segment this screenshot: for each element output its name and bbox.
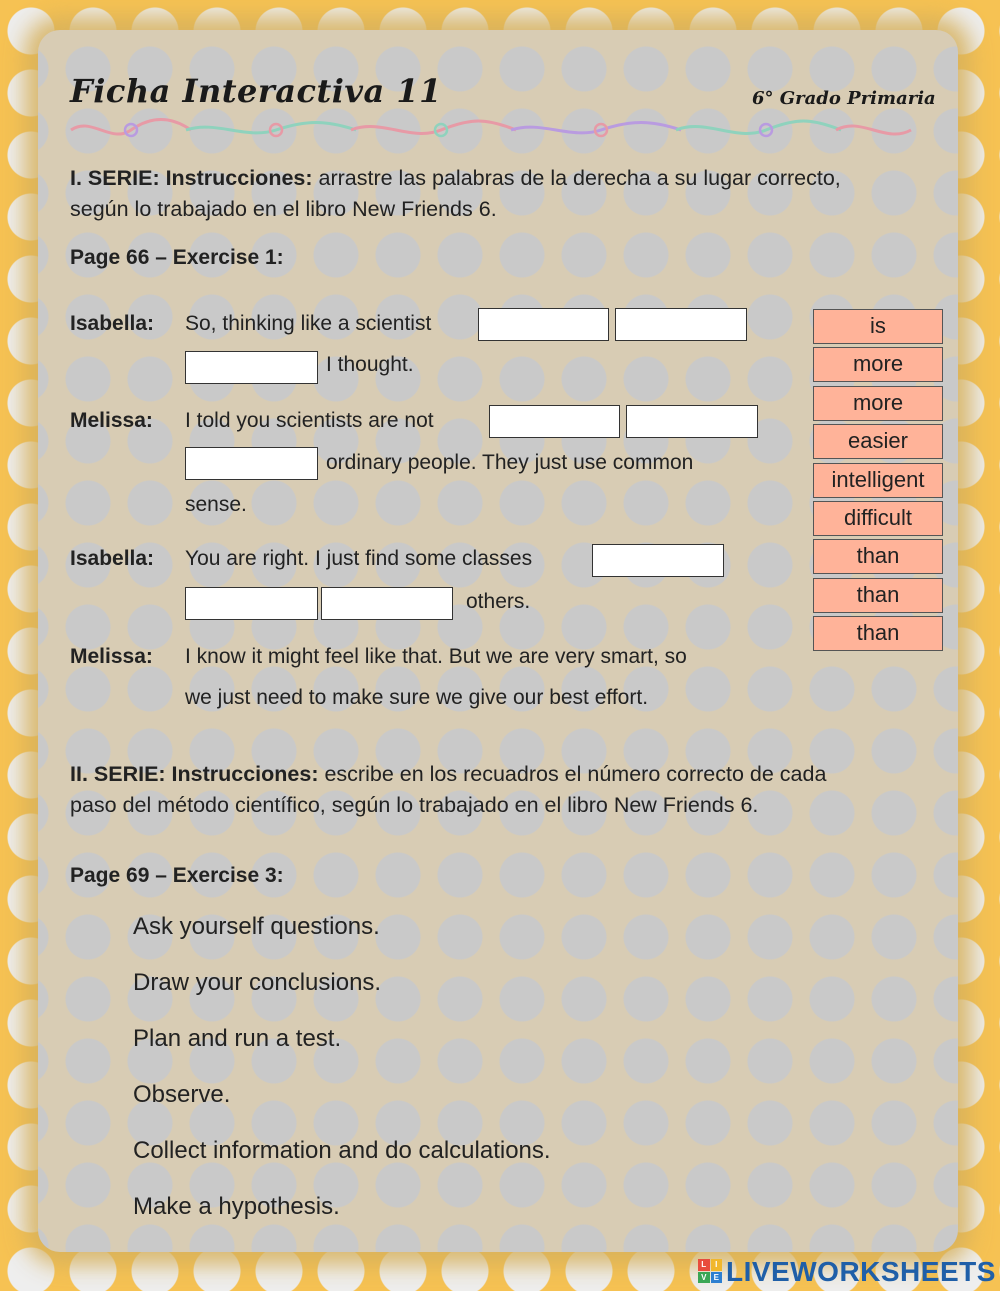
word-chip-easier[interactable]: easier: [813, 424, 943, 459]
answer-blank[interactable]: [321, 587, 453, 620]
answer-blank[interactable]: [185, 351, 318, 384]
word-chip-than[interactable]: than: [813, 578, 943, 613]
word-chip-more[interactable]: more: [813, 347, 943, 382]
section2-instructions-label: II. SERIE: Instrucciones:: [70, 762, 319, 786]
section1-instructions-text1: arrastre las palabras de la derecha a su lugar correcto,: [312, 166, 841, 190]
section1-instructions-label: I. SERIE: Instrucciones:: [70, 166, 313, 190]
answer-blank[interactable]: [185, 587, 318, 620]
logo-letter: I: [711, 1259, 723, 1271]
word-chip-intelligent[interactable]: intelligent: [813, 463, 943, 498]
decorative-swirl-divider: [66, 116, 916, 144]
answer-blank[interactable]: [592, 544, 724, 577]
dialogue-line: we just need to make sure we give our best effort.: [185, 686, 649, 709]
dialogue-line: ordinary people. They just use common: [326, 451, 694, 474]
answer-blank[interactable]: [615, 308, 747, 341]
word-chip-more[interactable]: more: [813, 386, 943, 421]
word-chip-than[interactable]: than: [813, 616, 943, 651]
exercise1-title: Page 66 – Exercise 1:: [70, 246, 284, 269]
exercise3-title: Page 69 – Exercise 3:: [70, 864, 284, 887]
section1-instructions: [70, 163, 935, 225]
logo-letter: L: [698, 1259, 710, 1271]
dialogue-line: others.: [466, 590, 531, 613]
speaker-label: Melissa:: [70, 409, 153, 432]
word-chip-is[interactable]: is: [813, 309, 943, 344]
section2-instructions-text1: escribe en los recuadros el número correcto de cada: [318, 762, 827, 786]
answer-blank[interactable]: [185, 447, 318, 480]
dialogue-line: I thought.: [326, 353, 414, 376]
section2-instructions: [70, 759, 935, 821]
answer-blank[interactable]: [478, 308, 609, 341]
brand-name[interactable]: LIVEWORKSHEETS: [726, 1256, 996, 1287]
logo-letter: V: [698, 1272, 710, 1284]
word-chip-difficult[interactable]: difficult: [813, 501, 943, 536]
answer-blank[interactable]: [489, 405, 620, 438]
dialogue-line: I know it might feel like that. But we are very smart, so: [185, 645, 687, 668]
dialogue-line: You are right. I just find some classes: [185, 547, 533, 570]
logo-letter: E: [711, 1272, 723, 1284]
word-chip-than[interactable]: than: [813, 539, 943, 574]
page-title: Ficha Interactiva 11: [70, 72, 442, 110]
method-step: Plan and run a test.: [133, 1025, 342, 1052]
method-step: Collect information and do calculations.: [133, 1137, 551, 1164]
method-step: Observe.: [133, 1081, 231, 1108]
dialogue-line: sense.: [185, 493, 247, 516]
speaker-label: Isabella:: [70, 547, 155, 570]
method-step: Ask yourself questions.: [133, 913, 380, 940]
section2-instructions-text2: paso del método científico, según lo trabajado en el libro New Friends 6.: [70, 793, 759, 817]
method-step: Draw your conclusions.: [133, 969, 382, 996]
liveworksheets-logo-icon: [698, 1259, 722, 1283]
speaker-label: Isabella:: [70, 312, 155, 335]
section1-instructions-text2: según lo trabajado en el libro New Friends 6.: [70, 197, 497, 221]
speaker-label: Melissa:: [70, 645, 153, 668]
method-step: Make a hypothesis.: [133, 1193, 340, 1220]
dialogue-line: So, thinking like a scientist: [185, 312, 432, 335]
grade-label: 6° Grado Primaria: [752, 88, 936, 109]
dialogue-line: I told you scientists are not: [185, 409, 434, 432]
answer-blank[interactable]: [626, 405, 758, 438]
